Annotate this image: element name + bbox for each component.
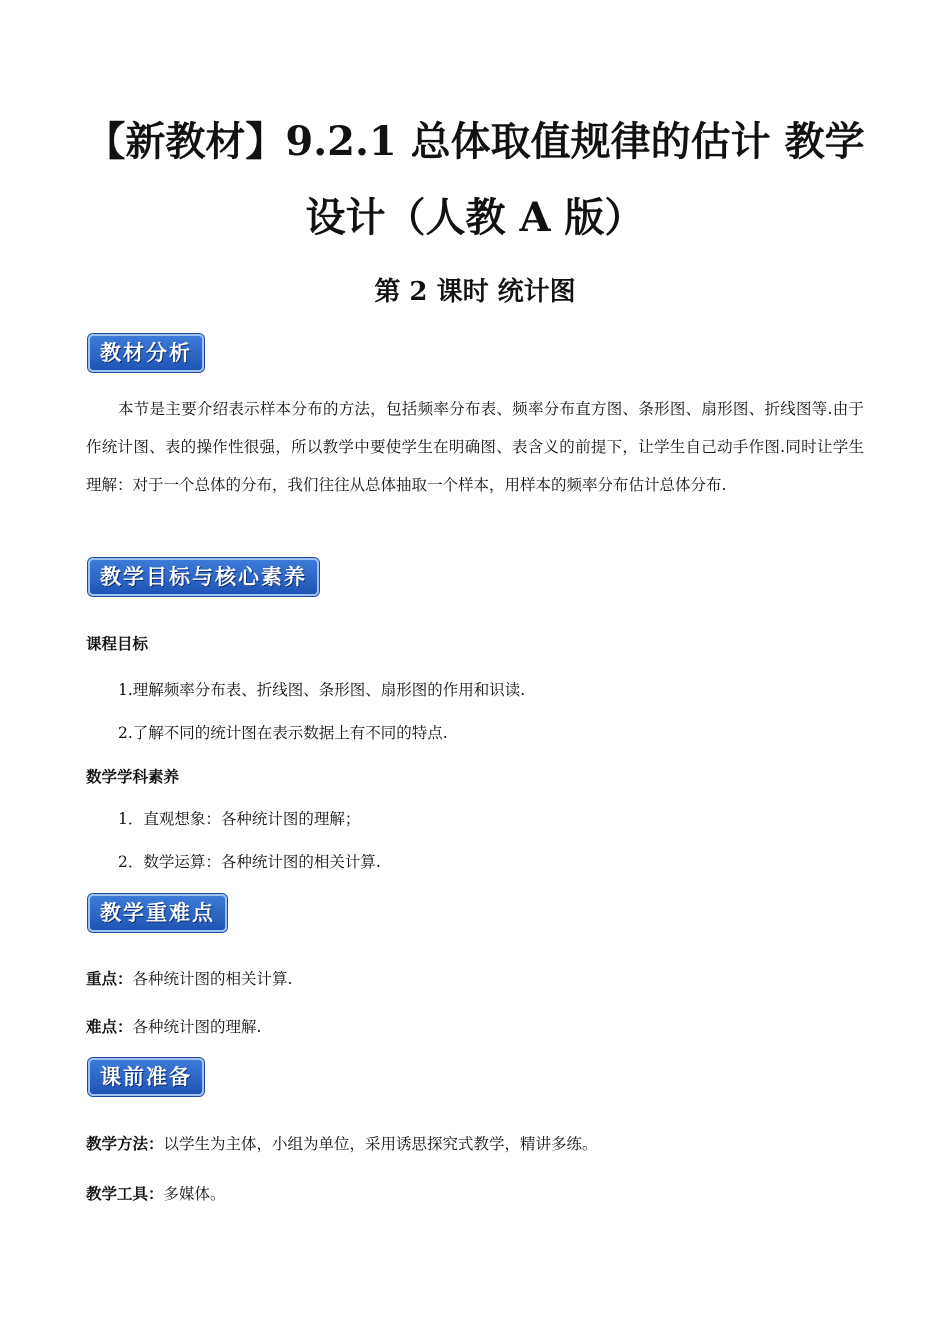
lesson-subtitle: 第 2 课时 统计图 <box>374 277 576 307</box>
section-badge-analysis: 教材分析 <box>88 334 204 372</box>
teaching-method-line <box>86 1132 598 1156</box>
analysis-paragraph: 本节是主要介绍表示样本分布的方法，包括频率分布表、频率分布直方图、条形图、扇形图、折线图等.由于作统计图、表的操作性很强，所以教学中要使学生在明确图、表含义的前提下，让学生自己动手作图.同时让学生理解：对于一个总体的分布，我们往往从总体抽取一个样本，用样本的频率分布估计总体分布. <box>86 400 864 494</box>
key-point-text: 各种统计图的相关计算. <box>132 970 293 988</box>
course-objective-item: 2.了解不同的统计图在表示数据上有不同的特点. <box>118 724 448 742</box>
section-badge-preparation: 课前准备 <box>88 1058 204 1096</box>
teaching-method-label: 教学方法： <box>86 1135 164 1153</box>
document-title: 【新教材】9.2.1 总体取值规律的估计 教学设计（人教 A 版） <box>85 118 865 241</box>
teaching-tools-line <box>86 1182 226 1206</box>
teaching-method-text: 以学生为主体，小组为单位，采用诱思探究式教学，精讲多练。 <box>163 1135 598 1153</box>
key-point-line <box>86 967 292 991</box>
literacy-heading: 数学学科素养 <box>86 768 180 786</box>
difficult-point-text: 各种统计图的理解. <box>132 1018 262 1036</box>
section-badge-keypoints: 教学重难点 <box>88 894 227 932</box>
teaching-tools-text: 多媒体。 <box>163 1185 226 1203</box>
literacy-item: 1．直观想象：各种统计图的理解； <box>118 810 361 828</box>
section-badge-objectives: 教学目标与核心素养 <box>88 558 319 596</box>
literacy-item: 2．数学运算：各种统计图的相关计算. <box>118 853 381 871</box>
course-objectives-heading: 课程目标 <box>86 635 149 653</box>
difficult-point-line <box>86 1015 261 1039</box>
key-point-label: 重点： <box>86 970 133 988</box>
course-objective-item: 1.理解频率分布表、折线图、条形图、扇形图的作用和识读. <box>118 681 526 699</box>
difficult-point-label: 难点： <box>86 1018 133 1036</box>
teaching-tools-label: 教学工具： <box>86 1185 164 1203</box>
